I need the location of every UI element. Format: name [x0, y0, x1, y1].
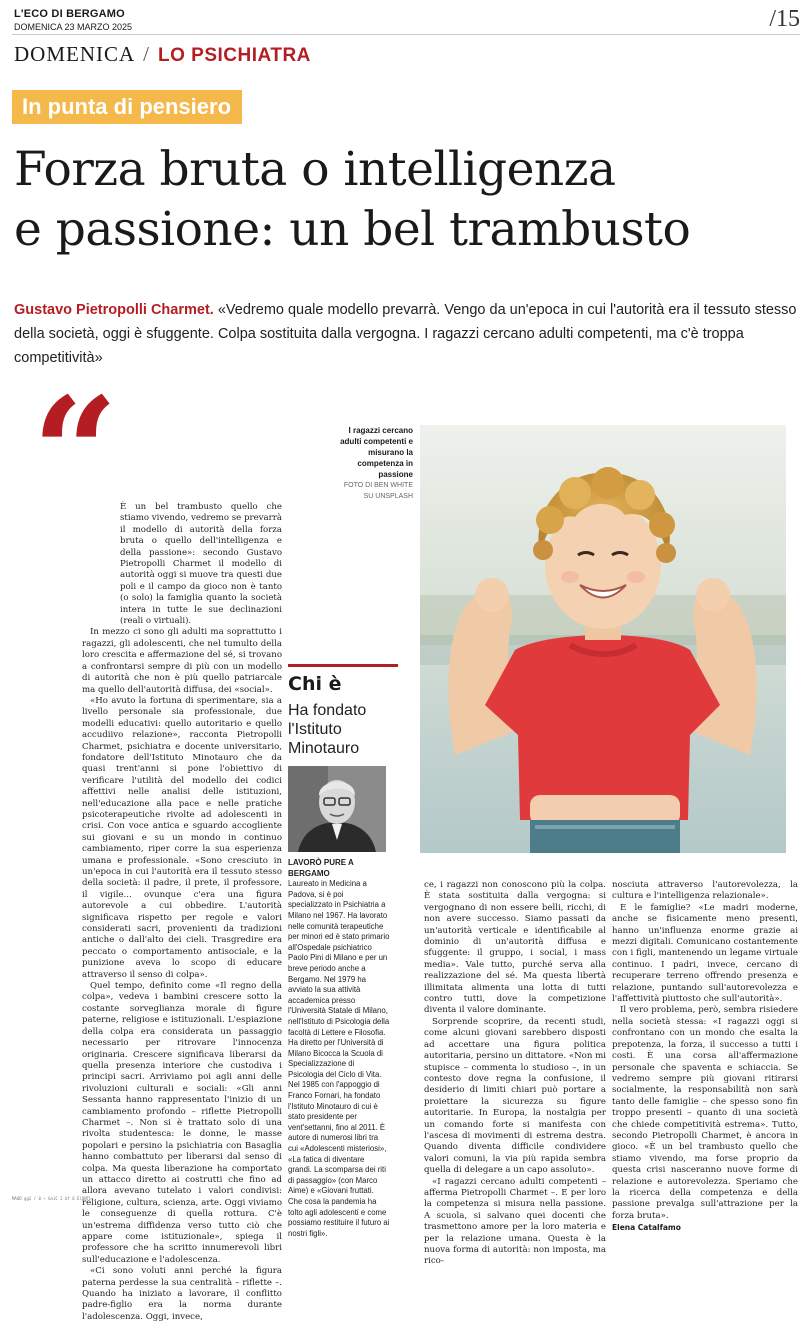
paragraph: Sorprende scoprire, da recenti studi, come alcuni giovani sarebbero disposti ad accettare una figura politica autoritaria, persino un dittatore. «Non mi stupisce – commenta lo studioso –, in un contesto dove regna la confusione, il desiderio di limiti chiari può portare a proiettare la sicurezza su figure autoritarie. In Europa, la nostalgia per un comando forte si manifesta con l'ascesa di movimenti di estrema destra. Quando diventa difficile condividere valori comuni, la via più rapida sembra quella di delegare a un capo assoluto».: [424, 1016, 606, 1176]
photo-caption: [340, 425, 413, 502]
article-column-2: [424, 880, 606, 1268]
paragraph: «Ci sono voluti anni perché la figura paterna perdesse la sua centralità – riflette –. Quando ha iniziato a lavorare, il conflitto padre-figlio era la norma durante l'adolescenza. Oggi, invece,: [82, 1266, 282, 1322]
paragraph: È un bel trambusto quello che stiamo vivendo, vedremo se prevarrà il modello di autorità della forza bruta o quello dell'intelligenza e della passione»: secondo Gustavo Pietropolli Charmet il modello di autorità oggi si muove tra questi due poli e il campo da gioco non è tanto (o solo) la famiglia quanto la società intera in tutte le sue declinazioni (reali o virtuali).: [120, 502, 282, 627]
paragraph: In mezzo ci sono gli adulti ma soprattutto i ragazzi, gli adolescenti, che nel tumulto della loro crescita e affermazione del sé, si trovano a confrontarsi sempre di più con un modello di autorità che non è più quello patriarcale ma quello dell'autorità diffusa, dei «social».: [82, 627, 282, 695]
profile-box: [288, 664, 398, 758]
page-number: /15: [769, 6, 800, 32]
section-header: [14, 42, 311, 67]
section-name: DOMENICA: [14, 42, 136, 66]
author-signature: Elena Catalfamo: [612, 1223, 681, 1233]
lead-author: Gustavo Pietropolli Charmet.: [14, 302, 214, 318]
section-slash: /: [143, 42, 151, 66]
masthead: [14, 8, 132, 34]
paragraph: Il vero problema, però, sembra risiedere nella società stessa: «I ragazzi oggi si confrontano con un mondo che esalta la prepotenza, la forza, il successo a tutti i costi. È una corsa all'affermazione personale che spaventa e schiaccia. Se vedremo sempre più giovani ritirarsi socialmente, la responsabilità non sarà tanto delle famiglie – che spesso sono fin troppo presenti – quanto di una società che chiede competitività estrema». Tutto, secondo Pietropolli Charmet, è ancora in gioco. «È un bel trambusto quello che stiamo vivendo, ma forse proprio da questa crisi nasceranno nuove forme di relazione e autorevolezza. Speriamo che la ricerca della competenza e della passione prevalga sull'attrazione per la forza bruta».: [612, 1005, 798, 1221]
profile-description: Ha fondato l'Istituto Minotauro: [288, 702, 367, 757]
paragraph: nosciuta attraverso l'autorevolezza, la cultura e l'intelligenza relazionale».: [612, 880, 798, 902]
rubric-badge: [12, 90, 242, 124]
lead-text: «Vedremo quale modello prevarrà. Vengo da un'epoca in cui l'autorità era il tessuto stesso della società, oggi è sfuggente. Colpa sostituita dalla vergogna. I ragazzi cercano adulti competenti, ma c'è troppa competitività»: [14, 302, 797, 366]
headline-line-2: e passione: un bel trambusto: [14, 202, 691, 257]
newspaper-name: L'ECO DI BERGAMO: [14, 8, 125, 20]
caption-text: I ragazzi cercano adulti competenti e misurano la competenza in passione: [340, 426, 413, 479]
child-photo: [420, 425, 786, 853]
caption-credit: FOTO DI BEN WHITE SU UNSPLASH: [343, 482, 413, 500]
quote-mark-icon: “: [32, 365, 119, 541]
bio-text: Laureato in Medicina a Padova, si è poi specializzato in Psichiatria a Milano nel 1967. Ha lavorato nelle comunità terapeutiche per minori ed è stato primario all'Ospedale psichiatrico Paolo Pini di Milano e per un breve periodo anche a Bergamo. Nel 1979 ha avviato la sua attività accademica presso l'Università Statale di Milano, nell'Istituto di Psicologia della facoltà di Lettere e Filosofia. Ha diretto per l'Università di Milano Bicocca la Scuola di Specializzazione di Psicologia del Ciclo di Vita. Nel 1985 con l'appoggio di Franco Fornari, ha fondato l'Istituto Minotauro di cui è stato presidente per vent'settanni, fino al 2011. È autore di numerosi libri tra cui «Adolescenti misteriosi», «La fatica di diventare grandi. La scomparsa dei riti di passaggio» (con Marco Aime) e «Giovani fruttati. Che cosa la pandemia ha tolto agli adolescenti e come possiamo restituire il futuro ai nostri figli».: [288, 879, 390, 1238]
bio-heading: LAVORÒ PURE A BERGAMO: [288, 858, 354, 878]
headline: [14, 140, 804, 260]
profile-accent-bar: [288, 664, 398, 667]
issue-date: DOMENICA 23 MARZO 2025: [14, 22, 133, 32]
paragraph: «Ho avuto la fortuna di sperimentare, sia a livello personale sia professionale, due modelli educativi: quello autoritario e quello accudiivo relazione», racconta Pietropolli Charmet, psichiatra e docente universitario, fondatore dell'Istituto Minotauro che da quasi trent'anni si pone l'obiettivo di verificare l'utilità del modello dei codici affettivi nelle analisi delle istituzioni, nell'educazione alla pace e nelle pratiche psicoterapeutiche rivolte ad adolescenti in crisi. Con voce antica e sguardo accogliente sui giovani e su un mondo in continuo cambiamento, riper corre la sua esperienza umana e professionale. «Sono cresciuto in un'epoca in cui l'autorità era il tessuto stesso della società: il padre, il prete, il professore, il vigile... ovunque c'era una figura autorevole a cui obbedire. L'autorità significava rispetto per regole e valori considerati sacri, provenienti da tradizioni antiche o dall'alto dei cieli. Trasgredire era peccato o comportamento antisociale, e la punizione aveva lo scopo di educare attraverso il senso di colpa».: [82, 695, 282, 980]
profile-heading: Chi è: [288, 673, 342, 695]
print-code: MAUD gg2 / 0 → GniC 2 bf 6 ElDNTL: [12, 1196, 92, 1201]
headline-line-1: Forza bruta o intelligenza: [14, 142, 616, 197]
rubric-label: In punta di pensiero: [22, 94, 232, 119]
section-subname: LO PSICHIATRA: [158, 45, 311, 66]
paragraph: «I ragazzi cercano adulti competenti – afferma Pietropolli Charmet –. E per loro la competenza si misura nella passione. A scuola, si salvano quei docenti che trasmettono amore per la loro materia e per la relazione umana. Questa è la nuova forma di autorità: non imposta, ma rico-: [424, 1176, 606, 1267]
author-bio: [288, 858, 390, 1239]
paragraph: Quel tempo, definito come «Il regno della colpa», vedeva i bambini crescere sotto la costante sorveglianza morale di figure paterne, religiose e istituzionali. L'espiazione della colpa era considerata un passaggio necessario per ritrovare l'innocenza originaria. Crescere significava liberarsi da quella presenza interiore che custodiva i principi sacri. Arriviamo poi agli anni delle rivoluzioni culturali e sociali: «Gli anni Sessanta hanno rappresentato l'inizio di un cambiamento profondo – riflette Pietropolli Charmet –. Non si è trattato solo di una rivolta studentesca: le donne, le masse popolari e persino la psichiatria con Basaglia hanno combattuto per liberarsi dal senso di colpa. Ma questa liberazione ha comportato un attacco diretto ai costrutti che fino ad allora avevano tutelato i valori condivisi: religione, cultura, scienza, arte. Oggi viviamo le conseguenze di quella rottura. C'è un'estrema diffidenza verso tutto ciò che appare come istituzionale», spiega il professore che ha scritto innumerevoli libri sull'educazione e l'adolescenza.: [82, 981, 282, 1265]
article-column-1: [82, 502, 282, 1323]
paragraph: E le famiglie? «Le madri moderne, anche se fisicamente meno presenti, hanno un'influenza enorme grazie ai mezzi digitali. Comunicano costantemente con i figli, mantenendo un legame virtuale continuo. I padri, invece, cercano di recuperare terreno offrendo presenza e relazione, puntando sull'autorevolezza e l'affettività piuttosto che sull'autorità».: [612, 902, 798, 1005]
lead-paragraph: [14, 298, 800, 370]
paragraph: ce, i ragazzi non conoscono più la colpa. È stata sostituita dalla vergogna: si vergognano di non essere belli, ricchi, di non avere successo. Siamo passati da un'autorità verticale e identificabile al dominio di un'autorità diffusa e sfuggente: il gruppo, i social, i mass media». Vale tutto, purché serva alla realizzazione del sé. Ma questa libertà illimitata alimenta una lotta di tutti contro tutti, dove la competizione diventa il valore dominante.: [424, 880, 606, 1016]
article-column-3: [612, 880, 798, 1234]
top-divider: [12, 34, 800, 35]
author-portrait: [288, 766, 386, 852]
